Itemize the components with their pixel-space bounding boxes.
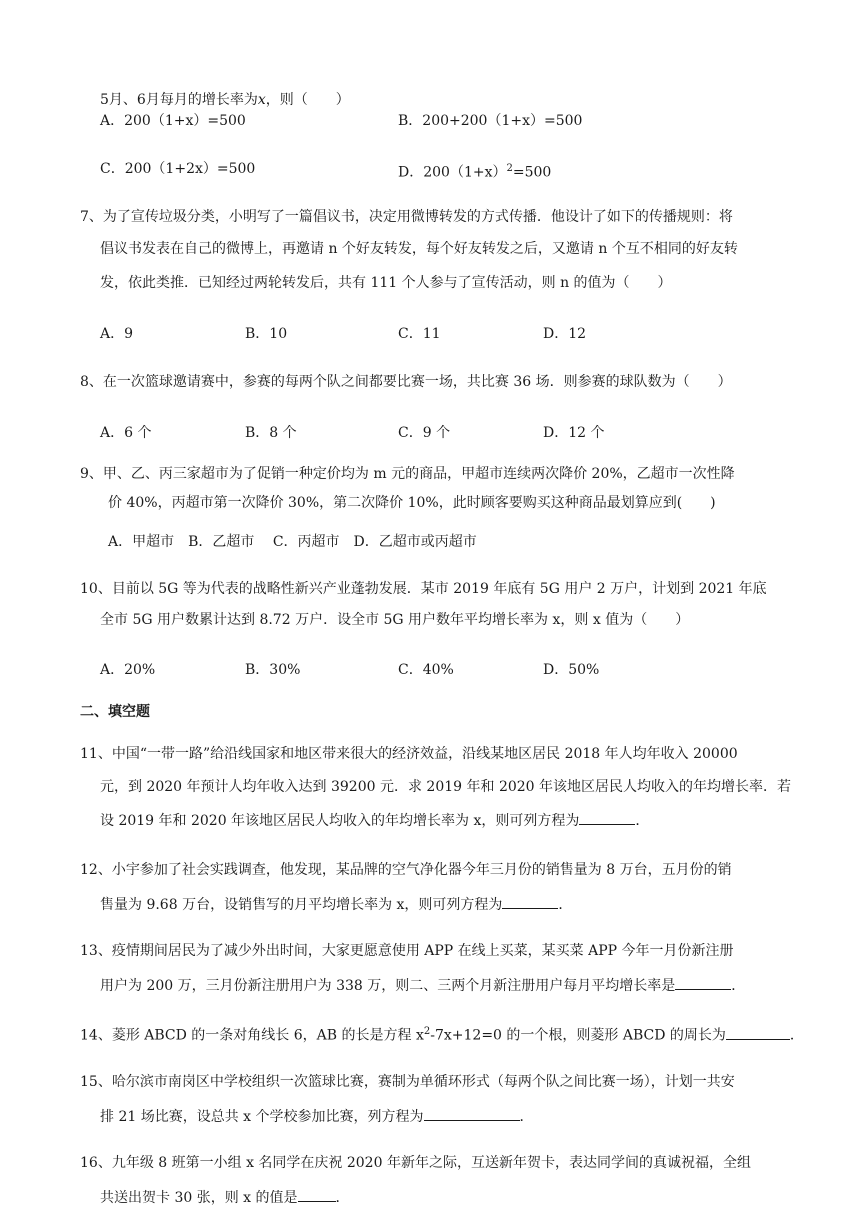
- q14-answer-blank[interactable]: [726, 1025, 790, 1040]
- q16-answer-blank[interactable]: [298, 1187, 336, 1202]
- q13-line-2: 用户为 200 万，三月份新注册用户为 338 万，则二、三两个月新注册用户每月平均增长率是 ．: [100, 975, 745, 996]
- q12-answer-blank[interactable]: [502, 894, 558, 909]
- q11-line-2: 元，到 2020 年预计人均年收入达到 39200 元．求 2019 年和 2020 年该地区居民人均收入的年均增长率．若: [100, 779, 792, 795]
- q15-line-2: 排 21 场比赛，设总共 x 个学校参加比赛，列方程为 ．: [100, 1106, 534, 1127]
- q13-answer-blank[interactable]: [675, 975, 731, 990]
- q15-line-1: 15、哈尔滨市南岗区中学校组织一次篮球比赛，赛制为单循环形式（每两个队之间比赛一场），计划一共安: [80, 1074, 735, 1090]
- q12-line-2: 售量为 9.68 万台，设销售写的月平均增长率为 x，则可列方程为 ．: [100, 894, 572, 915]
- q10-line-1: 10、目前以 5G 等为代表的战略性新兴产业蓬勃发展．某市 2019 年底有 5G 用户 2 万户，计划到 2021 年底: [80, 581, 767, 597]
- q11-line-1: 11、中国“一带一路”给沿线国家和地区带来很大的经济效益，沿线某地区居民 2018 年人均年收入 20000: [80, 746, 738, 762]
- q8-option-a[interactable]: A．6 个: [100, 425, 152, 441]
- q7-option-c[interactable]: C．11: [398, 326, 441, 342]
- q6-option-c[interactable]: C．200（1+2x）=500: [100, 161, 256, 177]
- q10-option-a[interactable]: A．20%: [100, 662, 156, 678]
- q8-option-c[interactable]: C．9 个: [398, 425, 451, 441]
- q6-stem: 5月、6月每月的增长率为x，则（ ）: [100, 92, 350, 108]
- q11-answer-blank[interactable]: [579, 810, 635, 825]
- q10-option-c[interactable]: C．40%: [398, 662, 454, 678]
- q14-line-1: 14、菱形 ABCD 的一条对角线长 6，AB 的长是方程 $x^2-7x+12=0$ 的一个根，则菱形 ABCD 的周长为 ．: [80, 1026, 804, 1044]
- q13-line-1: 13、疫情期间居民为了减少外出时间，大家更愿意使用 APP 在线上买菜，某买菜 APP 今年一月份新注册: [80, 943, 734, 959]
- q7-option-a[interactable]: A．9: [100, 326, 134, 342]
- q6-option-a[interactable]: A．200（1+x）=500: [100, 113, 246, 129]
- q8-option-b[interactable]: B．8 个: [245, 425, 297, 441]
- q15-answer-blank[interactable]: [424, 1106, 520, 1121]
- q8-line-1: 8、在一次篮球邀请赛中，参赛的每两个队之间都要比赛一场，共比赛 36 场．则参赛的球队数为（ ）: [80, 374, 732, 390]
- section-heading: 二、填空题: [80, 704, 150, 720]
- q6-option-b[interactable]: B．200+200（1+x）=500: [398, 113, 583, 129]
- q9-line-1: 9、甲、乙、丙三家超市为了促销一种定价均为 m 元的商品，甲超市连续两次降价 20%，乙超市一次性降: [80, 466, 735, 482]
- q7-line-1: 7、为了宣传垃圾分类，小明写了一篇倡议书，决定用微博转发的方式传播．他设计了如下的传播规则：将: [80, 209, 733, 225]
- q7-line-2: 倡议书发表在自己的微博上，再邀请 n 个好友转发，每个好友转发之后，又邀请 n 个互不相同的好友转: [100, 241, 738, 257]
- q11-line-3: 设 2019 年和 2020 年该地区居民人均收入的年均增长率为 x，则可列方程为 ．: [100, 810, 649, 831]
- q10-option-b[interactable]: B．30%: [245, 662, 301, 678]
- q8-option-d[interactable]: D．12 个: [543, 425, 605, 441]
- q7-option-b[interactable]: B．10: [245, 326, 288, 342]
- q10-line-2: 全市 5G 用户数累计达到 8.72 万户．设全市 5G 用户数年平均增长率为 x，则 x 值为（ ）: [100, 612, 690, 628]
- q9-options[interactable]: A．甲超市 B．乙超市 C．丙超市 D．乙超市或丙超市: [108, 534, 477, 550]
- q6-option-d[interactable]: D．$200(1+x)^2=500$: [398, 163, 552, 181]
- q7-line-3: 发，依此类推．已知经过两轮转发后，共有 111 个人参与了宣传活动，则 n 的值为（ ）: [100, 275, 672, 291]
- q7-option-d[interactable]: D．12: [543, 326, 587, 342]
- q10-option-d[interactable]: D．50%: [543, 662, 600, 678]
- q16-line-1: 16、九年级 8 班第一小组 x 名同学在庆祝 2020 年新年之际，互送新年贺卡，表达同学间的真诚祝福，全组: [80, 1155, 751, 1171]
- q9-line-2: 价 40%，丙超市第一次降价 30%，第二次降价 10%，此时顾客要购买这种商品最划算应到( ): [108, 495, 716, 511]
- q12-line-1: 12、小宇参加了社会实践调查，他发现，某品牌的空气净化器今年三月份的销售量为 8 万台，五月份的销: [80, 862, 732, 878]
- q16-line-2: 共送出贺卡 30 张，则 x 的值是 ．: [100, 1187, 350, 1208]
